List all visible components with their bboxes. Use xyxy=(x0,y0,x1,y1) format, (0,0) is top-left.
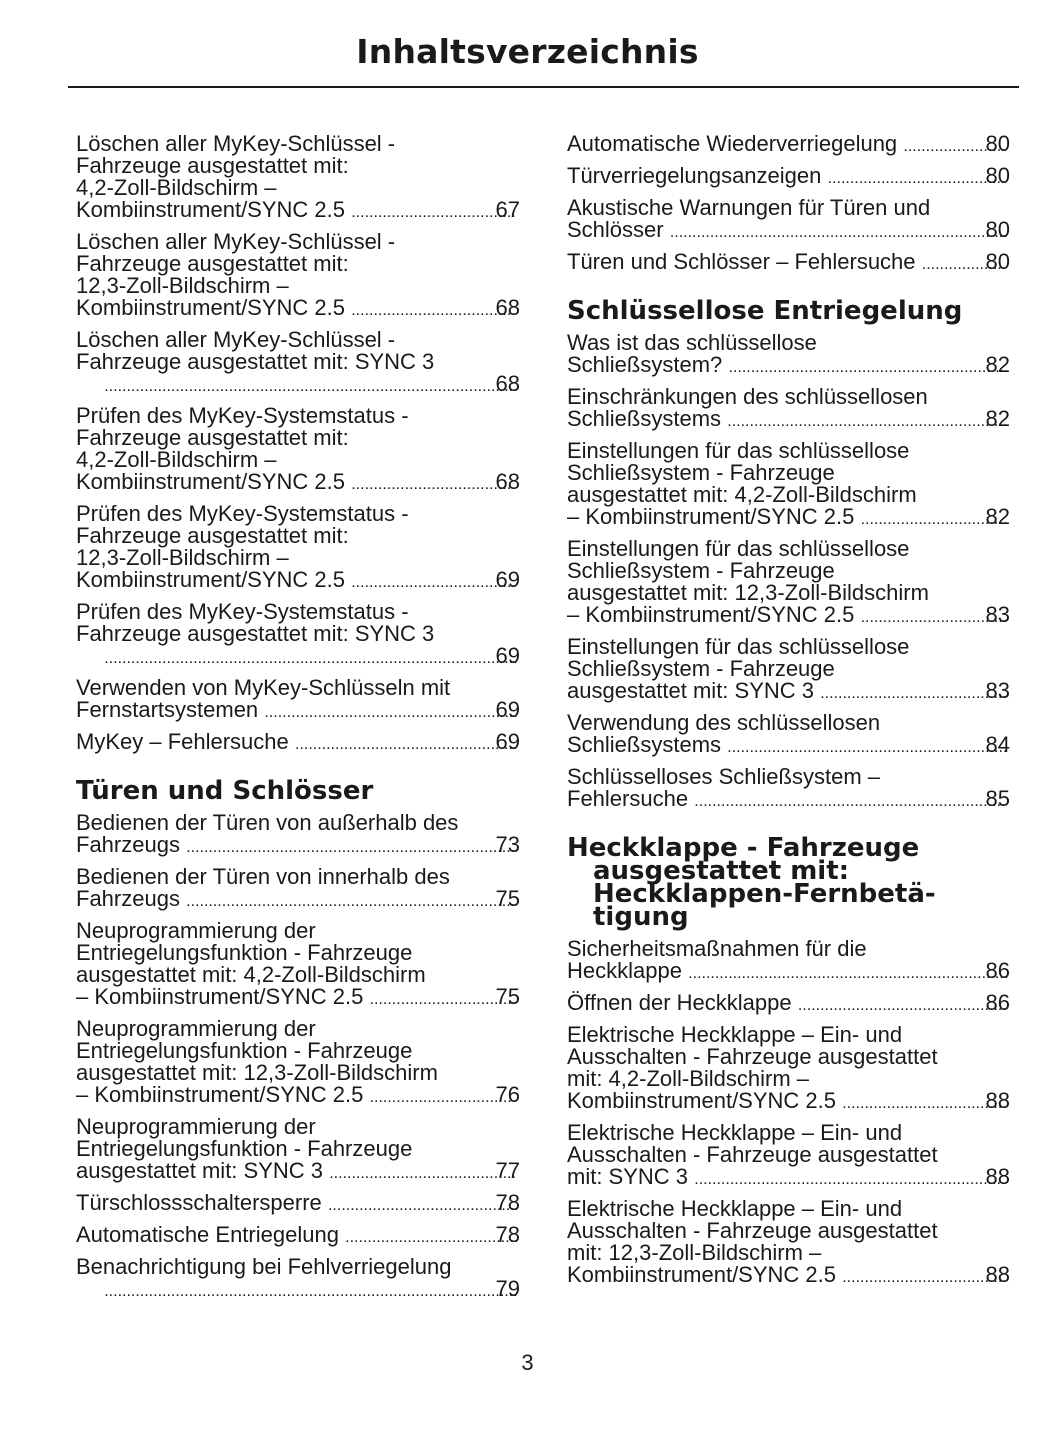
toc-entry-line: mit: 4,2-Zoll-Bildschirm – xyxy=(567,1066,810,1091)
toc-entry-text: Kombiinstrument/SYNC 2.5 xyxy=(567,1262,836,1287)
page-title: Inhaltsverzeichnis xyxy=(356,32,699,71)
toc-entry-line: Prüfen des MyKey-Systemstatus - xyxy=(76,403,409,428)
toc-entry-line: Fahrzeuge ausgestattet mit: SYNC 3 xyxy=(76,349,435,374)
toc-entry-text: Kombiinstrument/SYNC 2.5 xyxy=(567,1088,836,1113)
toc-entry-line: Prüfen des MyKey-Systemstatus - xyxy=(76,501,409,526)
toc-entry-text: Schlösser xyxy=(567,217,664,242)
toc-entry-last-line xyxy=(567,678,1010,705)
toc-entry[interactable] xyxy=(567,992,1010,1017)
toc-entry-text: Schließsystem? xyxy=(567,352,723,377)
toc-entry-line: Was ist das schlüssellose xyxy=(567,330,817,355)
toc-entry[interactable] xyxy=(567,1024,1010,1115)
toc-entry-line: ausgestattet mit: 4,2-Zoll-Bildschirm xyxy=(76,962,426,987)
toc-entry-last-line xyxy=(567,217,1010,244)
toc-entry[interactable] xyxy=(76,231,520,322)
toc-entry-text: – Kombiinstrument/SYNC 2.5 xyxy=(76,1082,364,1107)
toc-entry[interactable] xyxy=(76,405,520,496)
toc-entry[interactable] xyxy=(567,165,1010,190)
toc-page-number: 69 xyxy=(495,729,520,754)
toc-page-number: 82 xyxy=(985,504,1010,529)
dot-leader xyxy=(860,509,1006,531)
toc-entry-last-line xyxy=(76,469,520,496)
toc-entry[interactable] xyxy=(567,1122,1010,1191)
section-heading: Türen und Schlösser xyxy=(76,776,374,806)
dot-leader xyxy=(104,648,517,670)
toc-entry[interactable] xyxy=(567,133,1010,158)
toc-entry[interactable] xyxy=(76,1018,520,1109)
toc-entry[interactable] xyxy=(567,197,1010,244)
toc-page-number: 80 xyxy=(985,249,1010,274)
toc-entry-text: Kombiinstrument/SYNC 2.5 xyxy=(76,469,345,494)
toc-entry-line: Verwendung des schlüssellosen xyxy=(567,710,881,735)
toc-entry[interactable] xyxy=(76,920,520,1011)
toc-page-number: 67 xyxy=(495,197,520,222)
toc-entry-text: ausgestattet mit: SYNC 3 xyxy=(567,678,814,703)
toc-entry-text: Heckklappe xyxy=(567,958,682,983)
toc-page-number: 88 xyxy=(985,1088,1010,1113)
toc-entry-line: Akustische Warnungen für Türen und xyxy=(567,195,931,220)
toc-page-number: 76 xyxy=(495,1082,520,1107)
page-number: 3 xyxy=(521,1350,534,1375)
toc-entry-line: Entriegelungsfunktion - Fahrzeuge xyxy=(76,1038,413,1063)
toc-page-number: 80 xyxy=(985,217,1010,242)
toc-entry-line: Löschen aller MyKey-Schlüssel - xyxy=(76,327,396,352)
toc-entry[interactable] xyxy=(567,636,1010,705)
toc-entry-line: Fahrzeuge ausgestattet mit: xyxy=(76,425,349,450)
toc-entry-line: 4,2-Zoll-Bildschirm – xyxy=(76,447,277,472)
dot-leader xyxy=(351,474,517,496)
section-heading: Heckklappe - Fahrzeuge ausgestattet mit: Heckklappen-Fernbetä- tigung xyxy=(567,833,936,932)
toc-page-number: 83 xyxy=(985,602,1010,627)
toc-entry-line: Fahrzeuge ausgestattet mit: xyxy=(76,523,349,548)
toc-entry-text: ausgestattet mit: SYNC 3 xyxy=(76,1158,323,1183)
toc-entry-line: Schließsystem - Fahrzeuge xyxy=(567,656,835,681)
toc-page-number: 86 xyxy=(985,958,1010,983)
dot-leader xyxy=(329,1163,517,1185)
toc-page-number: 82 xyxy=(985,352,1010,377)
toc-entry-line: Elektrische Heckklappe – Ein- und xyxy=(567,1196,903,1221)
toc-entry-text: Schließsystems xyxy=(567,406,722,431)
toc-entry-line: Verwenden von MyKey-Schlüsseln mit xyxy=(76,675,451,700)
toc-entry-last-line xyxy=(567,786,1010,813)
toc-entry-line: Einstellungen für das schlüssellose xyxy=(567,536,910,561)
toc-entry-line: Löschen aller MyKey-Schlüssel - xyxy=(76,131,396,156)
toc-entry-line: Entriegelungsfunktion - Fahrzeuge xyxy=(76,940,413,965)
toc-entry[interactable] xyxy=(567,1198,1010,1289)
toc-entry-text: Kombiinstrument/SYNC 2.5 xyxy=(76,197,345,222)
dot-leader xyxy=(264,702,516,724)
toc-entry[interactable] xyxy=(76,731,520,756)
dot-leader xyxy=(351,202,517,224)
toc-entry-text: Automatische Entriegelung xyxy=(76,1222,339,1247)
toc-entry-last-line xyxy=(98,373,520,398)
toc-entry-text: Fahrzeugs xyxy=(76,832,180,857)
toc-entry[interactable] xyxy=(567,712,1010,759)
toc-entry-line: Entriegelungsfunktion - Fahrzeuge xyxy=(76,1136,413,1161)
toc-entry-line: Neuprogrammierung der xyxy=(76,1114,316,1139)
toc-entry-text: Fahrzeugs xyxy=(76,886,180,911)
dot-leader xyxy=(369,989,516,1011)
toc-entry-last-line xyxy=(567,732,1010,759)
toc-entry-line: Neuprogrammierung der xyxy=(76,918,316,943)
dot-leader xyxy=(694,791,1006,813)
toc-entry-line: Löschen aller MyKey-Schlüssel - xyxy=(76,229,396,254)
toc-entry-line: Ausschalten - Fahrzeuge ausgestattet xyxy=(567,1142,938,1167)
dot-leader xyxy=(694,1169,1006,1191)
toc-page-number: 75 xyxy=(495,984,520,1009)
toc-entry-text: Fernstartsystemen xyxy=(76,697,259,722)
toc-entry-last-line xyxy=(567,352,1010,379)
toc-entry-last-line xyxy=(76,729,520,756)
section-heading: Schlüssellose Entriegelung xyxy=(567,296,963,326)
toc-entry-last-line xyxy=(567,406,1010,433)
toc-entry-line: Einstellungen für das schlüssellose xyxy=(567,634,910,659)
toc-entry[interactable] xyxy=(567,386,1010,433)
toc-entry[interactable] xyxy=(76,677,520,724)
toc-entry-text: Türschlossschaltersperre xyxy=(76,1190,322,1215)
dot-leader xyxy=(688,963,1007,985)
toc-entry-line: Benachrichtigung bei Fehlverriegelung xyxy=(76,1254,452,1279)
toc-entry[interactable] xyxy=(567,938,1010,985)
toc-entry-line: Fahrzeuge ausgestattet mit: xyxy=(76,251,349,276)
dot-leader xyxy=(860,607,1006,629)
dot-leader xyxy=(727,737,1006,759)
toc-entry-last-line xyxy=(567,990,1010,1017)
toc-entry-line: Fahrzeuge ausgestattet mit: xyxy=(76,153,349,178)
toc-entry[interactable] xyxy=(76,866,520,913)
toc-page-number: 69 xyxy=(495,643,520,668)
toc-page-number: 79 xyxy=(495,1276,520,1301)
toc-entry-last-line xyxy=(76,1082,520,1109)
toc-entry-line: Elektrische Heckklappe – Ein- und xyxy=(567,1022,903,1047)
dot-leader xyxy=(345,1227,517,1249)
toc-page-number: 83 xyxy=(985,678,1010,703)
toc-entry-line: Schlüsselloses Schließsystem – xyxy=(567,764,881,789)
toc-entry-text: – Kombiinstrument/SYNC 2.5 xyxy=(567,504,855,529)
toc-entry-last-line xyxy=(567,958,1010,985)
toc-entry-line: ausgestattet mit: 12,3-Zoll-Bildschirm xyxy=(567,580,929,605)
dot-leader xyxy=(727,411,1006,433)
toc-entry[interactable] xyxy=(76,601,520,670)
toc-entry[interactable] xyxy=(567,440,1010,531)
toc-entry-last-line xyxy=(76,1158,520,1185)
toc-entry[interactable] xyxy=(76,133,520,224)
dot-leader xyxy=(842,1093,1007,1115)
toc-entry-last-line xyxy=(567,163,1010,190)
toc-page-number: 73 xyxy=(495,832,520,857)
toc-page-number: 77 xyxy=(495,1158,520,1183)
title-divider xyxy=(68,86,1019,88)
toc-entry-line: 12,3-Zoll-Bildschirm – xyxy=(76,545,289,570)
toc-entry-line: Fahrzeuge ausgestattet mit: SYNC 3 xyxy=(76,621,435,646)
toc-entry[interactable] xyxy=(76,503,520,594)
toc-page-number: 82 xyxy=(985,406,1010,431)
toc-entry[interactable] xyxy=(567,538,1010,629)
dot-leader xyxy=(186,837,517,859)
toc-page-number: 69 xyxy=(495,697,520,722)
toc-entry-last-line xyxy=(76,197,520,224)
toc-entry-last-line xyxy=(76,295,520,322)
toc-page-number: 68 xyxy=(495,371,520,396)
toc-entry-line: Schließsystem - Fahrzeuge xyxy=(567,460,835,485)
toc-entry-line: mit: 12,3-Zoll-Bildschirm – xyxy=(567,1240,822,1265)
toc-entry-line: 4,2-Zoll-Bildschirm – xyxy=(76,175,277,200)
dot-leader xyxy=(670,222,1007,244)
toc-entry-last-line xyxy=(98,1278,520,1303)
toc-entry-line: Ausschalten - Fahrzeuge ausgestattet xyxy=(567,1218,938,1243)
toc-entry-text: Kombiinstrument/SYNC 2.5 xyxy=(76,567,345,592)
toc-entry-text: Türverriegelungsanzeigen xyxy=(567,163,822,188)
toc-entry[interactable] xyxy=(567,766,1010,813)
dot-leader xyxy=(369,1087,516,1109)
dot-leader xyxy=(842,1267,1007,1289)
toc-page-number: 69 xyxy=(495,567,520,592)
toc-entry-last-line xyxy=(567,131,1010,158)
toc-entry-line: Sicherheitsmaßnahmen für die xyxy=(567,936,867,961)
dot-leader xyxy=(798,995,1007,1017)
toc-entry-text: Fehlersuche xyxy=(567,786,689,811)
toc-entry-text: Öffnen der Heckklappe xyxy=(567,990,792,1015)
toc-entry-last-line xyxy=(98,645,520,670)
dot-leader xyxy=(295,734,517,756)
toc-entry[interactable] xyxy=(76,329,520,398)
toc-entry-text: – Kombiinstrument/SYNC 2.5 xyxy=(76,984,364,1009)
toc-column-right xyxy=(567,133,1010,1296)
toc-page-number: 85 xyxy=(985,786,1010,811)
toc-entry-text: Kombiinstrument/SYNC 2.5 xyxy=(76,295,345,320)
toc-page-number: 86 xyxy=(985,990,1010,1015)
toc-entry[interactable] xyxy=(567,251,1010,276)
toc-entry-last-line xyxy=(567,1262,1010,1289)
toc-entry-line: ausgestattet mit: 4,2-Zoll-Bildschirm xyxy=(567,482,917,507)
dot-leader xyxy=(186,891,517,913)
toc-entry[interactable] xyxy=(567,332,1010,379)
toc-entry[interactable] xyxy=(76,812,520,859)
toc-entry-last-line xyxy=(567,1088,1010,1115)
toc-entry-line: Bedienen der Türen von innerhalb des xyxy=(76,864,450,889)
toc-page-number: 88 xyxy=(985,1164,1010,1189)
toc-entry-last-line xyxy=(567,1164,1010,1191)
toc-entry-line: Neuprogrammierung der xyxy=(76,1016,316,1041)
toc-entry-last-line xyxy=(567,602,1010,629)
dot-leader xyxy=(328,1195,517,1217)
toc-page-number: 88 xyxy=(985,1262,1010,1287)
toc-entry-text: Schließsystems xyxy=(567,732,722,757)
toc-entry-line: Schließsystem - Fahrzeuge xyxy=(567,558,835,583)
toc-entry-line: Einstellungen für das schlüssellose xyxy=(567,438,910,463)
toc-entry[interactable] xyxy=(76,1256,520,1303)
toc-column-left xyxy=(76,133,520,1310)
toc-entry-last-line xyxy=(567,249,1010,276)
toc-entry-text: mit: SYNC 3 xyxy=(567,1164,689,1189)
toc-entry-last-line xyxy=(76,567,520,594)
toc-entry-text: MyKey – Fehlersuche xyxy=(76,729,289,754)
toc-entry-line: 12,3-Zoll-Bildschirm – xyxy=(76,273,289,298)
dot-leader xyxy=(820,683,1007,705)
toc-entry[interactable] xyxy=(76,1116,520,1185)
dot-leader xyxy=(827,168,1006,190)
toc-page-number: 75 xyxy=(495,886,520,911)
toc-entry-last-line xyxy=(76,1222,520,1249)
toc-entry-line: ausgestattet mit: 12,3-Zoll-Bildschirm xyxy=(76,1060,438,1085)
toc-page-number: 68 xyxy=(495,295,520,320)
toc-entry-line: Elektrische Heckklappe – Ein- und xyxy=(567,1120,903,1145)
toc-page-number: 78 xyxy=(495,1190,520,1215)
dot-leader xyxy=(351,300,517,322)
toc-entry-text: – Kombiinstrument/SYNC 2.5 xyxy=(567,602,855,627)
toc-page-number: 68 xyxy=(495,469,520,494)
toc-entry-text: Automatische Wiederverriegelung xyxy=(567,131,898,156)
toc-entry-last-line xyxy=(76,886,520,913)
dot-leader xyxy=(728,357,1006,379)
toc-page-number: 80 xyxy=(985,131,1010,156)
toc-entry-last-line xyxy=(76,832,520,859)
toc-page-number: 84 xyxy=(985,732,1010,757)
toc-entry-line: Einschränkungen des schlüssellosen xyxy=(567,384,928,409)
toc-entry-line: Ausschalten - Fahrzeuge ausgestattet xyxy=(567,1044,938,1069)
dot-leader xyxy=(351,572,517,594)
toc-entry-text: Türen und Schlösser – Fehlersuche xyxy=(567,249,916,274)
toc-page-number: 78 xyxy=(495,1222,520,1247)
toc-entry-last-line xyxy=(76,697,520,724)
toc-entry-line: Prüfen des MyKey-Systemstatus - xyxy=(76,599,409,624)
toc-entry[interactable] xyxy=(76,1224,520,1249)
toc-entry-last-line xyxy=(76,1190,520,1217)
dot-leader xyxy=(104,376,517,398)
toc-entry-last-line xyxy=(567,504,1010,531)
toc-entry[interactable] xyxy=(76,1192,520,1217)
toc-entry-last-line xyxy=(76,984,520,1011)
dot-leader xyxy=(104,1281,517,1303)
toc-entry-line: Bedienen der Türen von außerhalb des xyxy=(76,810,459,835)
toc-page-number: 80 xyxy=(985,163,1010,188)
